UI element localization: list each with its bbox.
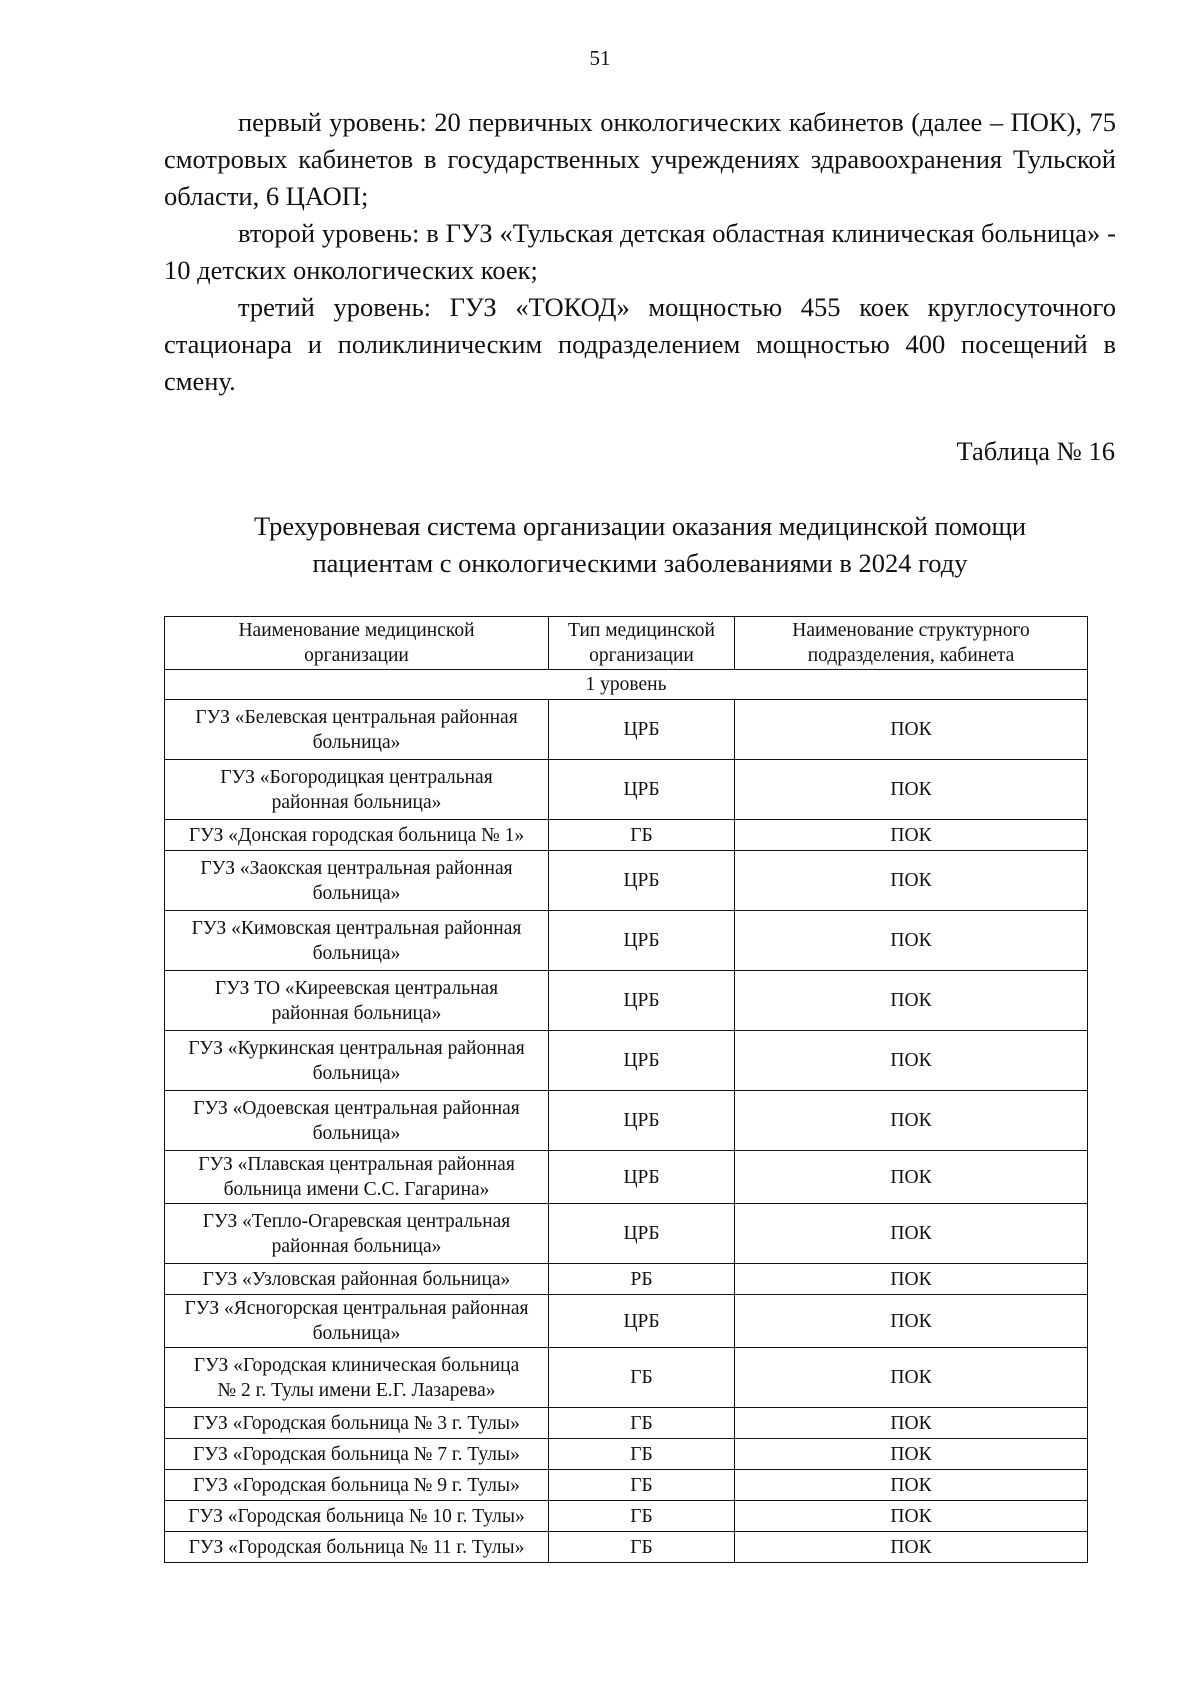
paragraph-level-three: третий уровень: ГУЗ «ТОКОД» мощностью 455 коек круглосуточного стационара и поликлиническим подразделением мощностью 400 посещений в смену. bbox=[164, 292, 1116, 396]
organization-name-cell bbox=[165, 1204, 549, 1264]
organization-name-line-1: ГУЗ «Городская больница № 10 г. Тулы» bbox=[188, 1505, 525, 1527]
organizations-table bbox=[164, 616, 1088, 1563]
organization-name-line-2: больница имени С.С. Гагарина» bbox=[223, 1179, 490, 1200]
structural-unit-cell: ПОК bbox=[735, 1348, 1088, 1408]
organization-type-cell: ЦРБ bbox=[549, 971, 735, 1031]
organization-name-cell bbox=[165, 760, 549, 820]
table-label: Таблица № 16 bbox=[956, 436, 1115, 466]
structural-unit-cell: ПОК bbox=[735, 1151, 1088, 1204]
column-header-organization-line-1: Наименование медицинской bbox=[238, 620, 475, 641]
organization-name-line-1: ГУЗ «Одоевская центральная районная bbox=[193, 1097, 520, 1119]
organization-type-cell: ГБ bbox=[549, 820, 735, 851]
structural-unit-cell: ПОК bbox=[735, 1031, 1088, 1091]
organization-name-line-1: ГУЗ «Донская городская больница № 1» bbox=[188, 824, 525, 846]
organization-type-cell: ЦРБ bbox=[549, 851, 735, 911]
organization-type-cell: ЦРБ bbox=[549, 1091, 735, 1151]
table-row bbox=[165, 1295, 1088, 1348]
organization-type-cell: ЦРБ bbox=[549, 760, 735, 820]
organization-name-line-2: больница» bbox=[312, 1122, 401, 1144]
structural-unit-cell: ПОК bbox=[735, 1264, 1088, 1295]
paragraph-level-one: первый уровень: 20 первичных онкологических кабинетов (далее – ПОК), 75 смотровых кабинетов в государственных учреждениях здравоохранения Тульской области, 6 ЦАОП; bbox=[164, 107, 1116, 211]
organization-name-cell bbox=[165, 1091, 549, 1151]
organization-name-line-2: районная больница» bbox=[271, 1002, 442, 1024]
organization-name-cell bbox=[165, 1031, 549, 1091]
organization-name-line-1: ГУЗ ТО «Киреевская центральная bbox=[214, 977, 499, 999]
organization-type-cell: ЦРБ bbox=[549, 911, 735, 971]
organization-name-line-1: ГУЗ «Богородицкая центральная bbox=[220, 766, 493, 788]
organization-name-cell bbox=[165, 1348, 549, 1408]
table-row bbox=[165, 760, 1088, 820]
organization-name-cell bbox=[165, 1151, 549, 1204]
organization-name-cell bbox=[165, 1501, 549, 1532]
organization-name-line-1: ГУЗ «Плавская центральная районная bbox=[198, 1154, 515, 1175]
organization-type-cell: ЦРБ bbox=[549, 1031, 735, 1091]
column-header-type-line-2: организации bbox=[589, 645, 694, 666]
structural-unit-cell: ПОК bbox=[735, 760, 1088, 820]
table-row bbox=[165, 1470, 1088, 1501]
organization-type-cell: ЦРБ bbox=[549, 700, 735, 760]
table-title bbox=[164, 508, 1116, 582]
structural-unit-cell: ПОК bbox=[735, 1091, 1088, 1151]
structural-unit-cell: ПОК bbox=[735, 971, 1088, 1031]
table-row bbox=[165, 1204, 1088, 1264]
organization-type-cell: ГБ bbox=[549, 1348, 735, 1408]
structural-unit-cell: ПОК bbox=[735, 1295, 1088, 1348]
organization-name-line-2: больница» bbox=[312, 942, 401, 964]
organization-type-cell: ЦРБ bbox=[549, 1204, 735, 1264]
paragraph-level-two: второй уровень: в ГУЗ «Тульская детская областная клиническая больница» - 10 детских онкологических коек; bbox=[164, 218, 1116, 285]
organization-name-line-2: больница» bbox=[312, 731, 401, 753]
column-header-type-line-1: Тип медицинской bbox=[568, 620, 715, 641]
table-row bbox=[165, 1348, 1088, 1408]
table-row bbox=[165, 1439, 1088, 1470]
organization-name-line-1: ГУЗ «Городская больница № 3 г. Тулы» bbox=[193, 1412, 520, 1434]
table-row bbox=[165, 820, 1088, 851]
column-header-type bbox=[549, 617, 735, 670]
organization-type-cell: ГБ bbox=[549, 1408, 735, 1439]
organization-name-cell bbox=[165, 911, 549, 971]
organization-type-cell: ЦРБ bbox=[549, 1151, 735, 1204]
table-row bbox=[165, 1408, 1088, 1439]
table-row bbox=[165, 1031, 1088, 1091]
table-row bbox=[165, 971, 1088, 1031]
organization-name-line-1: ГУЗ «Городская больница № 9 г. Тулы» bbox=[193, 1474, 520, 1496]
organization-type-cell: ЦРБ bbox=[549, 1295, 735, 1348]
organization-name-line-1: ГУЗ «Белевская центральная районная bbox=[195, 706, 518, 728]
structural-unit-cell: ПОК bbox=[735, 911, 1088, 971]
structural-unit-cell: ПОК bbox=[735, 1532, 1088, 1563]
table-row bbox=[165, 1501, 1088, 1532]
organization-name-line-2: № 2 г. Тулы имени Е.Г. Лазарева» bbox=[217, 1379, 496, 1401]
organization-name-line-2: больница» bbox=[312, 1062, 401, 1084]
organization-name-line-2: районная больница» bbox=[271, 791, 442, 813]
structural-unit-cell: ПОК bbox=[735, 1408, 1088, 1439]
organization-name-cell bbox=[165, 851, 549, 911]
organization-name-line-2: больница» bbox=[312, 882, 401, 904]
column-header-unit bbox=[735, 617, 1088, 670]
organization-name-cell bbox=[165, 700, 549, 760]
table-title-line-1: Трехуровневая система организации оказания медицинской помощи bbox=[253, 511, 1027, 541]
column-header-unit-line-1: Наименование структурного bbox=[792, 620, 1030, 641]
table-row bbox=[165, 851, 1088, 911]
table-row bbox=[165, 1264, 1088, 1295]
structural-unit-cell: ПОК bbox=[735, 1204, 1088, 1264]
structural-unit-cell: ПОК bbox=[735, 851, 1088, 911]
organization-name-line-1: ГУЗ «Городская больница № 11 г. Тулы» bbox=[188, 1536, 525, 1558]
organization-type-cell: ГБ bbox=[549, 1439, 735, 1470]
table-row bbox=[165, 911, 1088, 971]
table-header-row bbox=[165, 617, 1088, 670]
table-title-line-2: пациентам с онкологическими заболеваниями в 2024 году bbox=[312, 548, 968, 578]
column-header-organization bbox=[165, 617, 549, 670]
level-row bbox=[165, 670, 1088, 700]
level-label: 1 уровень bbox=[165, 670, 1088, 700]
organization-name-line-1: ГУЗ «Городская клиническая больница bbox=[193, 1354, 520, 1376]
organization-name-cell bbox=[165, 1264, 549, 1295]
organization-name-line-1: ГУЗ «Куркинская центральная районная bbox=[188, 1037, 525, 1059]
column-header-organization-line-2: организации bbox=[304, 645, 409, 666]
organization-name-line-1: ГУЗ «Заокская центральная районная bbox=[200, 857, 513, 879]
table-row bbox=[165, 1091, 1088, 1151]
body-text bbox=[164, 104, 1116, 400]
column-header-unit-line-2: подразделения, кабинета bbox=[807, 645, 1015, 666]
organization-name-cell bbox=[165, 1439, 549, 1470]
organization-name-line-1: ГУЗ «Тепло-Огаревская центральная bbox=[202, 1210, 511, 1232]
organization-type-cell: ГБ bbox=[549, 1532, 735, 1563]
organization-name-cell bbox=[165, 1408, 549, 1439]
organization-name-line-1: ГУЗ «Городская больница № 7 г. Тулы» bbox=[193, 1443, 520, 1465]
structural-unit-cell: ПОК bbox=[735, 820, 1088, 851]
organization-type-cell: ГБ bbox=[549, 1470, 735, 1501]
page-number: 51 bbox=[589, 46, 611, 70]
organization-type-cell: РБ bbox=[549, 1264, 735, 1295]
organization-name-cell bbox=[165, 820, 549, 851]
table-row bbox=[165, 1151, 1088, 1204]
organization-name-cell bbox=[165, 1295, 549, 1348]
table-row bbox=[165, 1532, 1088, 1563]
structural-unit-cell: ПОК bbox=[735, 1501, 1088, 1532]
table-row bbox=[165, 700, 1088, 760]
structural-unit-cell: ПОК bbox=[735, 1470, 1088, 1501]
organization-name-line-2: больница» bbox=[312, 1323, 401, 1344]
organization-name-line-1: ГУЗ «Ясногорская центральная районная bbox=[184, 1298, 529, 1319]
structural-unit-cell: ПОК bbox=[735, 1439, 1088, 1470]
organization-type-cell: ГБ bbox=[549, 1501, 735, 1532]
organization-name-line-1: ГУЗ «Узловская районная больница» bbox=[202, 1268, 511, 1290]
organization-name-cell bbox=[165, 1470, 549, 1501]
organization-name-cell bbox=[165, 971, 549, 1031]
organization-name-cell bbox=[165, 1532, 549, 1563]
structural-unit-cell: ПОК bbox=[735, 700, 1088, 760]
organization-name-line-1: ГУЗ «Кимовская центральная районная bbox=[191, 917, 522, 939]
organization-name-line-2: районная больница» bbox=[271, 1235, 442, 1257]
